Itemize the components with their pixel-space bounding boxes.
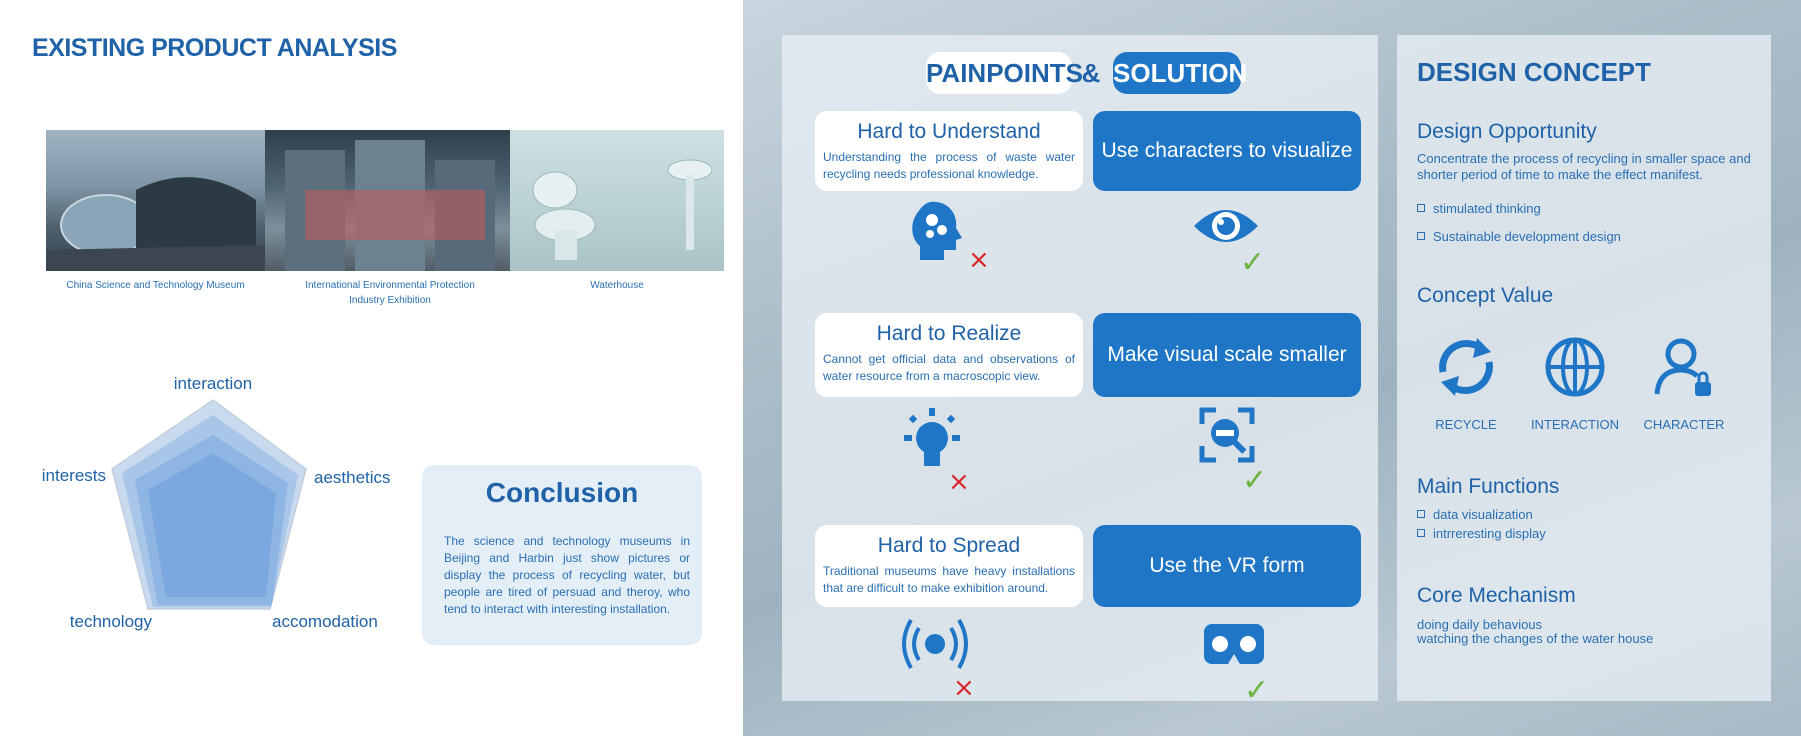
- exhibition-building-illustration: [265, 130, 510, 271]
- caption-science-museum: China Science and Technology Museum: [66, 280, 245, 291]
- solution-card-scale: Make visual scale smaller: [1093, 313, 1361, 397]
- function-item: intrreresting display: [1417, 526, 1546, 541]
- conclusion-title: Conclusion: [485, 477, 639, 508]
- conclusion-text: The science and technology museums in Beijing and Harbin just show pictures or display the process of recycling water, but people are tired of persuad and theroy, who tend to interact with interesting installation.: [444, 534, 690, 616]
- check-mark: ✓: [1240, 245, 1266, 280]
- glass-toilet-illustration: [510, 130, 724, 271]
- globe-icon: [1540, 332, 1610, 402]
- radar-label-interaction: interaction: [173, 374, 253, 393]
- opportunity-title: Design Opportunity: [1417, 120, 1597, 143]
- caption-exhibition: International Environmental Protection Industry Exhibition: [305, 280, 475, 306]
- value-character: [1634, 332, 1734, 432]
- scan-zoom-icon: [1198, 406, 1288, 498]
- conclusion-card: [422, 465, 702, 645]
- pain-title: Hard to Spread: [877, 534, 1021, 557]
- page-title: EXISTING PRODUCT ANALYSIS: [32, 34, 397, 62]
- photo-environmental-exhibition: [265, 130, 510, 271]
- painpoints-heading: PAINPOINTS: [926, 52, 1072, 94]
- vr-headset-icon: [1202, 620, 1292, 708]
- radar-label-accomodation: accomodation: [272, 612, 378, 631]
- mechanism-line: watching the changes of the water house: [1417, 631, 1654, 646]
- head-gears-icon: [906, 198, 990, 275]
- radar-label-aesthetics: aesthetics: [314, 468, 391, 487]
- value-interaction: [1525, 332, 1625, 432]
- pain-desc: Traditional museums have heavy installations that are difficult to make exhibition around.: [823, 564, 1075, 595]
- broadcast-icon: [903, 614, 993, 703]
- value-recycle: [1416, 332, 1516, 432]
- pain-card-spread: [815, 525, 1083, 607]
- cross-mark: ×: [948, 467, 970, 497]
- radar-chart: [40, 365, 400, 645]
- photo-strip: [46, 130, 724, 271]
- ampersand: &: [1081, 58, 1101, 88]
- recycle-icon: [1431, 332, 1501, 402]
- mechanism-line: doing daily behavious: [1417, 617, 1543, 632]
- photo-science-museum: [46, 130, 265, 271]
- radar-label-technology: technology: [69, 612, 152, 631]
- core-mechanism-title: Core Mechanism: [1417, 584, 1576, 607]
- opportunity-bullet: Sustainable development design: [1417, 229, 1621, 244]
- pain-title: Hard to Realize: [876, 322, 1022, 345]
- pain-title: Hard to Understand: [857, 120, 1041, 143]
- main-functions-title: Main Functions: [1417, 475, 1560, 498]
- radar-label-interests: interests: [41, 466, 106, 485]
- check-mark: ✓: [1244, 673, 1270, 708]
- pain-card-understand: [815, 111, 1083, 191]
- pain-desc: Understanding the process of waste water recycling needs professional knowledge.: [823, 150, 1075, 181]
- opportunity-text: Concentrate the process of recycling in smaller space and shorter period of time to make the effect manifest.: [1417, 151, 1751, 182]
- person-lock-icon: [1649, 332, 1719, 402]
- pain-desc: Cannot get official data and observations of water resource from a macroscopic view.: [823, 352, 1075, 383]
- lightbulb-icon: [900, 404, 990, 497]
- pain-card-realize: [815, 313, 1083, 397]
- solution-heading: SOLUTION: [1113, 52, 1241, 94]
- cross-mark: ×: [968, 245, 990, 275]
- opportunity-bullet: stimulated thinking: [1417, 201, 1541, 216]
- check-mark: ✓: [1242, 463, 1268, 498]
- design-concept-title: DESIGN CONCEPT: [1417, 57, 1652, 87]
- museum-building-illustration: [46, 130, 265, 271]
- cross-mark: ×: [953, 673, 975, 703]
- solution-card-characters: Use characters to visualize: [1093, 111, 1361, 191]
- photo-waterhouse: [510, 130, 724, 271]
- concept-value-title: Concept Value: [1417, 284, 1554, 307]
- solution-card-vr: Use the VR form: [1093, 525, 1361, 607]
- left-panel: [0, 0, 743, 736]
- value-label: RECYCLE: [1435, 417, 1497, 432]
- eye-icon: [1190, 200, 1290, 280]
- value-label: CHARACTER: [1643, 417, 1725, 432]
- value-label: INTERACTION: [1530, 417, 1620, 432]
- caption-waterhouse: Waterhouse: [590, 280, 644, 291]
- function-item: data visualization: [1417, 507, 1533, 522]
